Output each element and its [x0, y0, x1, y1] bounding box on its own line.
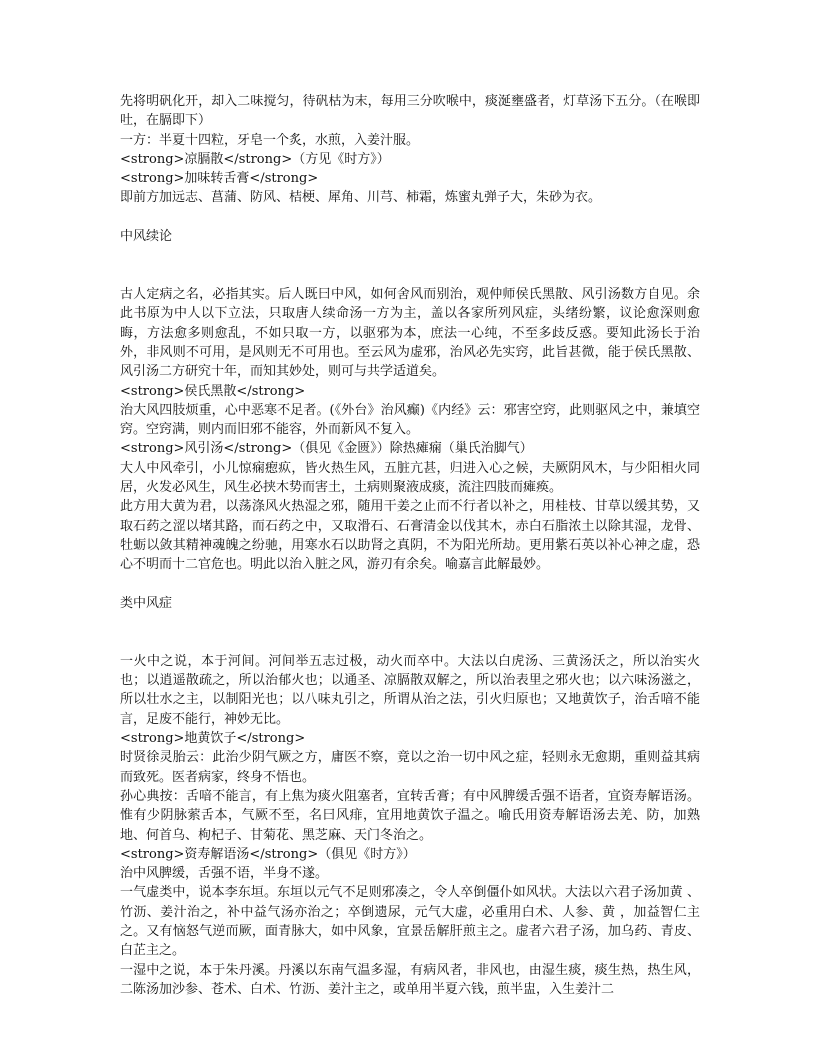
paragraph: 治中风脾缓，舌强不语，半身不遂。	[120, 866, 329, 882]
paragraph: <strong>加味转舌膏</strong>	[120, 171, 319, 187]
paragraph: 时贤徐灵胎云：此治少阴气厥之方，庸医不察，竟以之治一切中风之症，轻则永无愈期，重则益其病而致死。医者病家，终身不悟也。	[120, 750, 700, 785]
document-page	[120, 92, 700, 999]
paragraph: 古人定病之名，必指其实。后人既曰中风，如何舍风而别治，观仲师侯氏黑散、风引汤数方自见。余此书原为中人以下立法，只取唐人续命汤一方为主，盖以各家所列风症，头绪纷繁，议论愈深则愈晦，方法愈多则愈乱，不如只取一方，以驱邪为本，庶法一心纯，不至多歧反惑。要知此汤长于治外，非风则不可用，是风则无不可用也。至云风为虚邪，治风必先实窍，此旨甚微，能于侯氏黑散、风引汤二方研究十年，而知其妙处，则可与共学适道矣。	[120, 287, 700, 380]
paragraph: 孙心典按：舌喑不能言，有上焦为痰火阻塞者，宜转舌膏；有中风脾缓舌强不语者，宜资寿解语汤。惟有少阴脉萦舌本，气厥不至，名曰风痱，宜用地黄饮子温之。喻氏用资寿解语汤去羌、防，加熟地、何首乌、枸杞子、甘菊花、黑芝麻、天门冬治之。	[120, 788, 700, 843]
paragraph: 此方用大黄为君，以荡涤风火热湿之邪，随用干姜之止而不行者以补之，用桂枝、甘草以缓其势，又取石药之涩以堵其路，而石药之中，又取滑石、石膏清金以伐其木，赤白石脂浓土以除其湿，龙骨、牡蛎以敛其精神魂魄之纷驰，用寒水石以助肾之真阴，不为阳光所劫。更用紫石英以补心神之虚，恐心不明而十二官危也。明此以治入脏之风，游刃有余矣。喻嘉言此解最妙。	[120, 499, 700, 573]
paragraph: <strong>侯氏黑散</strong>	[120, 383, 306, 399]
paragraph: 一方：半夏十四粒，牙皂一个炙，水煎，入姜汁服。	[120, 132, 420, 148]
paragraph: 一湿中之说，本于朱丹溪。丹溪以东南气温多湿，有病风者，非风也，由湿生痰，痰生热，热生风，二陈汤加沙参、苍术、白术、竹沥、姜汁主之，或单用半夏六钱，煎半盅，入生姜汁二	[120, 962, 700, 997]
section-zhongfeng-xulun	[120, 227, 700, 575]
paragraph: <strong>风引汤</strong>（俱见《金匮》）除热瘫痫（巢氏治脚气）	[120, 441, 533, 457]
section-preceding-text	[120, 92, 700, 208]
paragraph: <strong>凉膈散</strong>（方见《时方》）	[120, 151, 390, 167]
paragraph: 大人中风牵引，小儿惊痫瘛疭，皆火热生风，五脏亢甚，归进入心之候，夫厥阴风木，与少阳相火同居，火发必风生，风生必挟木势而害土，土病则聚液成痰，流注四肢而瘫痪。	[120, 460, 700, 496]
section-leizhongfeng	[120, 594, 700, 1000]
paragraph: 即前方加远志、菖蒲、防风、桔梗、犀角、川芎、柿霜，炼蜜丸弹子大，朱砂为衣。	[120, 190, 602, 206]
section-heading: 类中风症	[120, 595, 173, 611]
section-heading: 中风续论	[120, 228, 173, 244]
paragraph: 一气虚类中，说本李东垣。东垣以元气不足则邪凑之，令人卒倒僵仆如风状。大法以六君子汤加黄 、竹沥、姜汁治之，补中益气汤亦治之；卒倒遗尿，元气大虚，必重用白术、人参、黄 ，加益智仁主之。又有恼怒气逆而厥，面青脉大，如中风象，宜景岳解肝煎主之。虚者六君子汤，加乌药、青皮、白芷主之。	[120, 885, 700, 959]
paragraph: <strong>资寿解语汤</strong>（俱见《时方》）	[120, 846, 416, 862]
paragraph: 一火中之说，本于河间。河间举五志过极，动火而卒中。大法以白虎汤、三黄汤沃之，所以治实火也；以逍遥散疏之，所以治郁火也；以通圣、凉膈散双解之，所以治表里之邪火也；以六味汤滋之，所以壮水之主，以制阳光也；以八味丸引之，所谓从治之法，引火归原也；又地黄饮子，治舌喑不能言，足废不能行，神妙无比。	[120, 653, 700, 727]
paragraph: <strong>地黄饮子</strong>	[120, 731, 306, 747]
paragraph: 先将明矾化开，却入二味搅匀，待矾枯为末，每用三分吹喉中，痰涎壅盛者，灯草汤下五分。（在喉即吐，在膈即下）	[120, 94, 700, 129]
paragraph: 治大风四肢烦重，心中恶寒不足者。(《外台》治风癫)《内经》云：邪害空窍，此则驱风之中，兼填空窍。空窍满，则内而旧邪不能容，外而新风不复入。	[120, 402, 700, 438]
